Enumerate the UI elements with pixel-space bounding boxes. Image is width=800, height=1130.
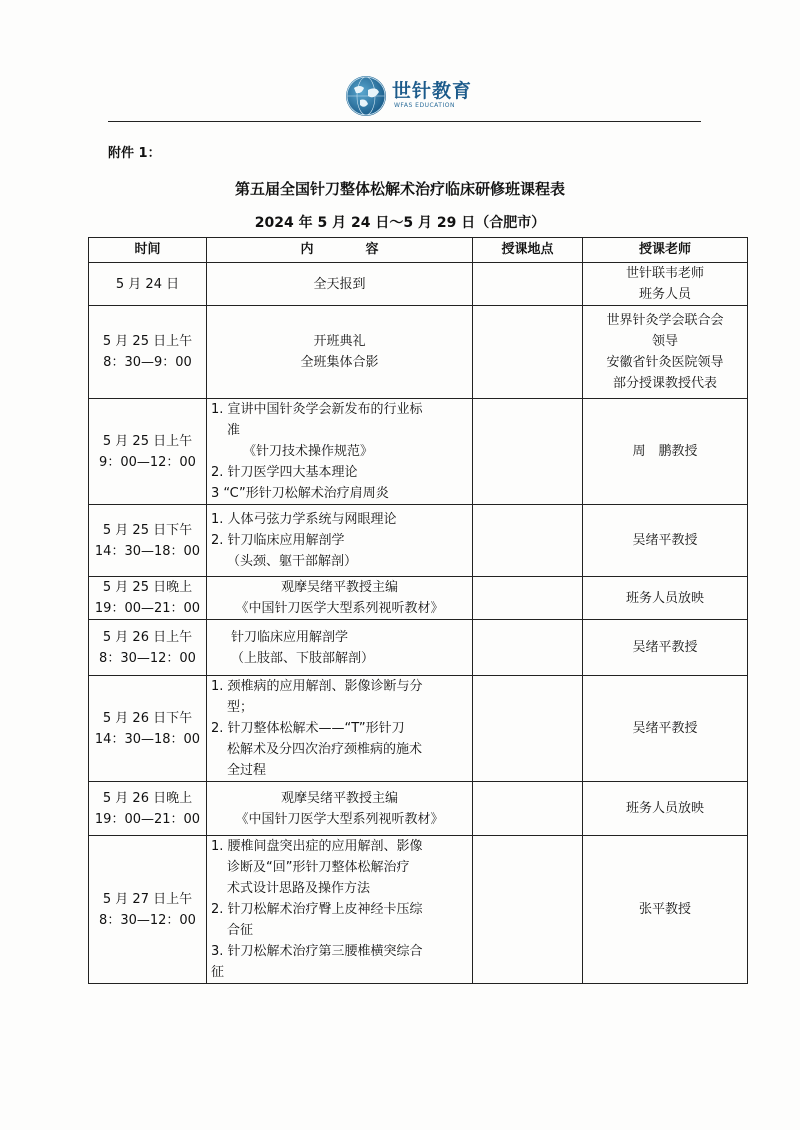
cell-location [473, 577, 583, 620]
cell-content: 1. 腰椎间盘突出症的应用解剖、影像 诊断及“回”形针刀整体松解治疗 术式设计思路及操作方法 2. 针刀松解术治疗臀上皮神经卡压综 合征 3. 针刀松解术治疗第三腰椎横突综合 征 [207, 836, 473, 984]
cell-time: 5 月 26 日晚上 19：00—21：00 [89, 782, 207, 836]
cell-location [473, 263, 583, 306]
header-logo [340, 70, 500, 120]
cell-teacher: 吴绪平教授 [583, 620, 748, 676]
cell-content: 针刀临床应用解剖学 （上肢部、下肢部解剖） [207, 620, 473, 676]
table-row [89, 620, 748, 676]
cell-time: 5 月 25 日上午 8：30—9：00 [89, 306, 207, 399]
cell-content: 开班典礼 全班集体合影 [207, 306, 473, 399]
header-time: 时间 [89, 238, 207, 263]
cell-time: 5 月 25 日晚上 19：00—21：00 [89, 577, 207, 620]
cell-content: 1. 人体弓弦力学系统与网眼理论 2. 针刀临床应用解剖学 （头颈、躯干部解剖） [207, 505, 473, 577]
table-row [89, 676, 748, 782]
cell-content: 1. 宣讲中国针灸学会新发布的行业标 准 《针刀技术操作规范》 2. 针刀医学四大基本理论 3 “C”形针刀松解术治疗肩周炎 [207, 399, 473, 505]
table-row [89, 836, 748, 984]
table-row [89, 782, 748, 836]
cell-location [473, 306, 583, 399]
cell-location [473, 399, 583, 505]
cell-location [473, 836, 583, 984]
cell-location [473, 620, 583, 676]
document-subtitle: 2024 年 5 月 24 日～5 月 29 日（合肥市） [254, 215, 546, 231]
cell-location [473, 676, 583, 782]
cell-teacher: 吴绪平教授 [583, 505, 748, 577]
cell-time: 5 月 26 日上午 8：30—12：00 [89, 620, 207, 676]
cell-content: 1. 颈椎病的应用解剖、影像诊断与分 型； 2. 针刀整体松解术——“T”形针刀 松解术及分四次治疗颈椎病的施术 全过程 [207, 676, 473, 782]
cell-content: 全天报到 [207, 263, 473, 306]
table-row [89, 577, 748, 620]
globe-icon [346, 76, 386, 116]
table-row [89, 306, 748, 399]
header-teacher: 授课老师 [583, 238, 748, 263]
cell-teacher: 张平教授 [583, 836, 748, 984]
header-location: 授课地点 [473, 238, 583, 263]
cell-teacher: 世界针灸学会联合会 领导 安徽省针灸医院领导 部分授课教授代表 [583, 306, 748, 399]
cell-teacher: 吴绪平教授 [583, 676, 748, 782]
logo-name: 世针教育 [392, 80, 473, 102]
header-divider [108, 121, 701, 122]
cell-teacher: 班务人员放映 [583, 577, 748, 620]
cell-time: 5 月 26 日下午 14：30—18：00 [89, 676, 207, 782]
attachment-label: 附件 1： [108, 146, 161, 161]
cell-location [473, 505, 583, 577]
cell-time: 5 月 25 日下午 14：30—18：00 [89, 505, 207, 577]
table-row [89, 505, 748, 577]
cell-content: 观摩吴绪平教授主编 《中国针刀医学大型系列视听教材》 [207, 782, 473, 836]
cell-teacher: 周 鹏教授 [583, 399, 748, 505]
schedule-table [88, 237, 748, 984]
cell-time: 5 月 27 日上午 8：30—12：00 [89, 836, 207, 984]
table-header-row [89, 238, 748, 263]
cell-teacher: 班务人员放映 [583, 782, 748, 836]
cell-time: 5 月 25 日上午 9：00—12：00 [89, 399, 207, 505]
cell-time: 5 月 24 日 [89, 263, 207, 306]
document-title: 第五届全国针刀整体松解术治疗临床研修班课程表 [234, 180, 565, 198]
logo-subtitle: WFAS EDUCATION [394, 102, 455, 109]
cell-teacher: 世针联韦老师 班务人员 [583, 263, 748, 306]
header-content: 内 容 [207, 238, 473, 263]
table-row [89, 263, 748, 306]
cell-content: 观摩吴绪平教授主编 《中国针刀医学大型系列视听教材》 [207, 577, 473, 620]
cell-location [473, 782, 583, 836]
table-row [89, 399, 748, 505]
